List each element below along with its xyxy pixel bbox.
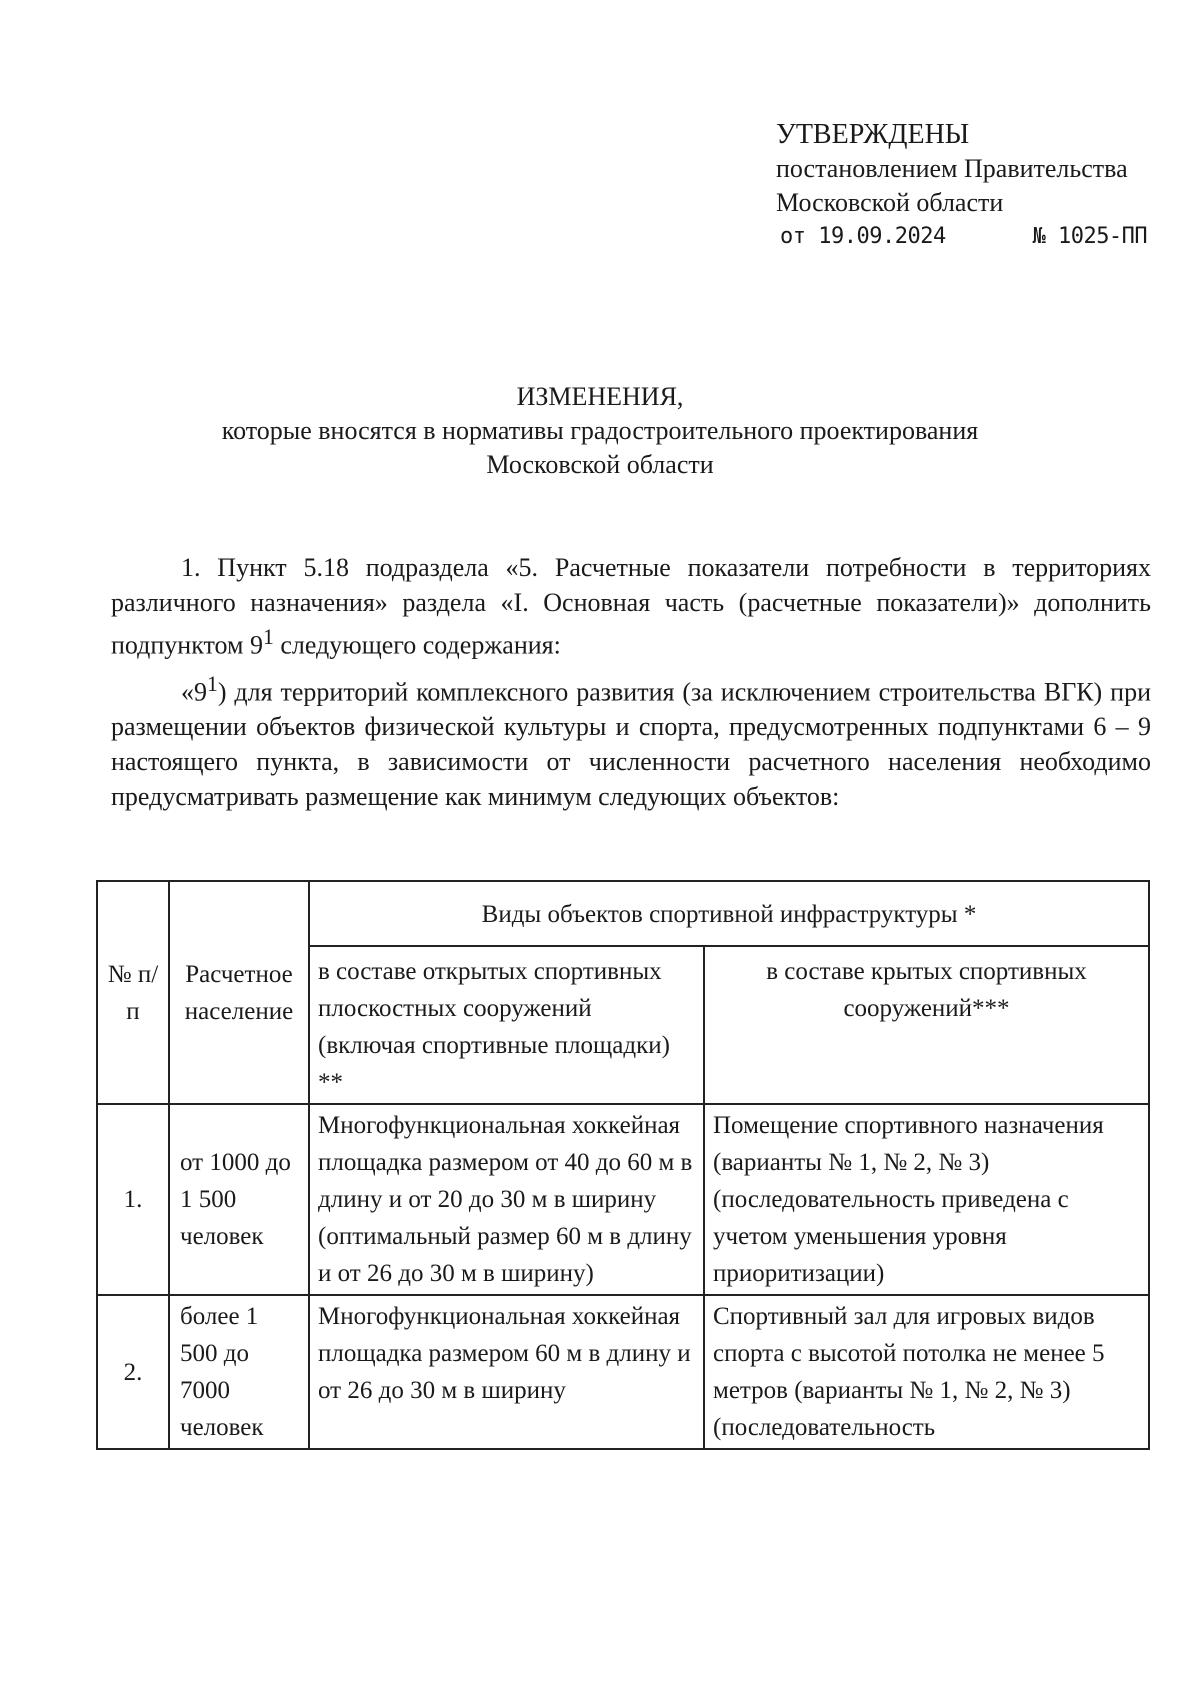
title-line-2: Московской области bbox=[486, 450, 714, 479]
sports-infrastructure-table bbox=[96, 880, 1150, 1450]
approval-number: 1025-ПП bbox=[1057, 224, 1148, 249]
row-population: более 1 500 до 7000 человек bbox=[169, 1295, 309, 1449]
approval-block bbox=[776, 118, 1147, 254]
paragraph-2-lead: «9 bbox=[181, 677, 207, 707]
row-number: 2. bbox=[97, 1295, 169, 1449]
superscript: 1 bbox=[263, 625, 274, 649]
row-indoor-facility: Спортивный зал для игровых видов спорта с высотой потолка не менее 5 метров (варианты № 1, № 2, № 3) (последовательность bbox=[704, 1295, 1149, 1449]
header-indoor-facilities: в составе крытых спортивных сооружений*** bbox=[704, 946, 1149, 1104]
body-text bbox=[111, 550, 1151, 814]
approval-heading: УТВЕРЖДЕНЫ bbox=[776, 119, 970, 150]
row-open-facility: Многофункциональная хоккейная площадка размером 60 м в длину и от 26 до 30 м в ширину bbox=[309, 1295, 704, 1449]
row-open-facility: Многофункциональная хоккейная площадка размером от 40 до 60 м в длину и от 20 до 30 м в ширину (оптимальный размер 60 м в длину и от 26 до 30 м в ширину) bbox=[309, 1104, 704, 1295]
title-main: ИЗМЕНЕНИЯ, bbox=[516, 382, 684, 411]
row-number: 1. bbox=[97, 1104, 169, 1295]
date-prefix: от bbox=[780, 224, 806, 249]
header-open-facilities: в составе открытых спортивных плоскостных сооружений (включая спортивные площадки) ** bbox=[309, 946, 704, 1104]
title-line-1: которые вносятся в нормативы градостроительного проектирования bbox=[221, 416, 979, 445]
paragraph-1-text: 1. Пункт 5.18 подраздела «5. Расчетные показатели потребности в территориях различного назначения» раздела «I. Основная часть (расчетные показатели)» дополнить подпунктом 9 bbox=[111, 553, 1151, 660]
paragraph-2 bbox=[111, 667, 1151, 815]
header-number: № п/п bbox=[97, 881, 169, 1104]
row-indoor-facility: Помещение спортивного назначения (варианты № 1, № 2, № 3) (последовательность приведена с учетом уменьшения уровня приоритизации) bbox=[704, 1104, 1149, 1295]
approval-line-1: постановлением Правительства bbox=[776, 154, 1128, 183]
table-row bbox=[97, 1104, 1149, 1295]
document-title bbox=[150, 380, 1050, 482]
table-header-row bbox=[97, 881, 1149, 946]
paragraph-1 bbox=[111, 550, 1151, 663]
header-object-types: Виды объектов спортивной инфраструктуры * bbox=[309, 881, 1149, 946]
approval-line-2: Московской области bbox=[776, 188, 1004, 217]
table-row bbox=[97, 1295, 1149, 1449]
paragraph-2-text: ) для территорий комплексного развития (за исключением строительства ВГК) при размещении объектов физической культуры и спорта, предусмотренных подпунктами 6 – 9 настоящего пункта, в зависимости от численности расчетного населения необходимо предусматривать размещение как минимум следующих объектов: bbox=[111, 677, 1151, 812]
approval-date: 19.09.2024 bbox=[818, 224, 946, 249]
superscript: 1 bbox=[207, 671, 218, 696]
header-population: Расчетное население bbox=[169, 881, 309, 1104]
paragraph-1-tail: следующего содержания: bbox=[273, 630, 561, 660]
row-population: от 1000 до 1 500 человек bbox=[169, 1104, 309, 1295]
approval-date-line bbox=[780, 220, 1147, 254]
number-prefix: № bbox=[1032, 224, 1046, 249]
